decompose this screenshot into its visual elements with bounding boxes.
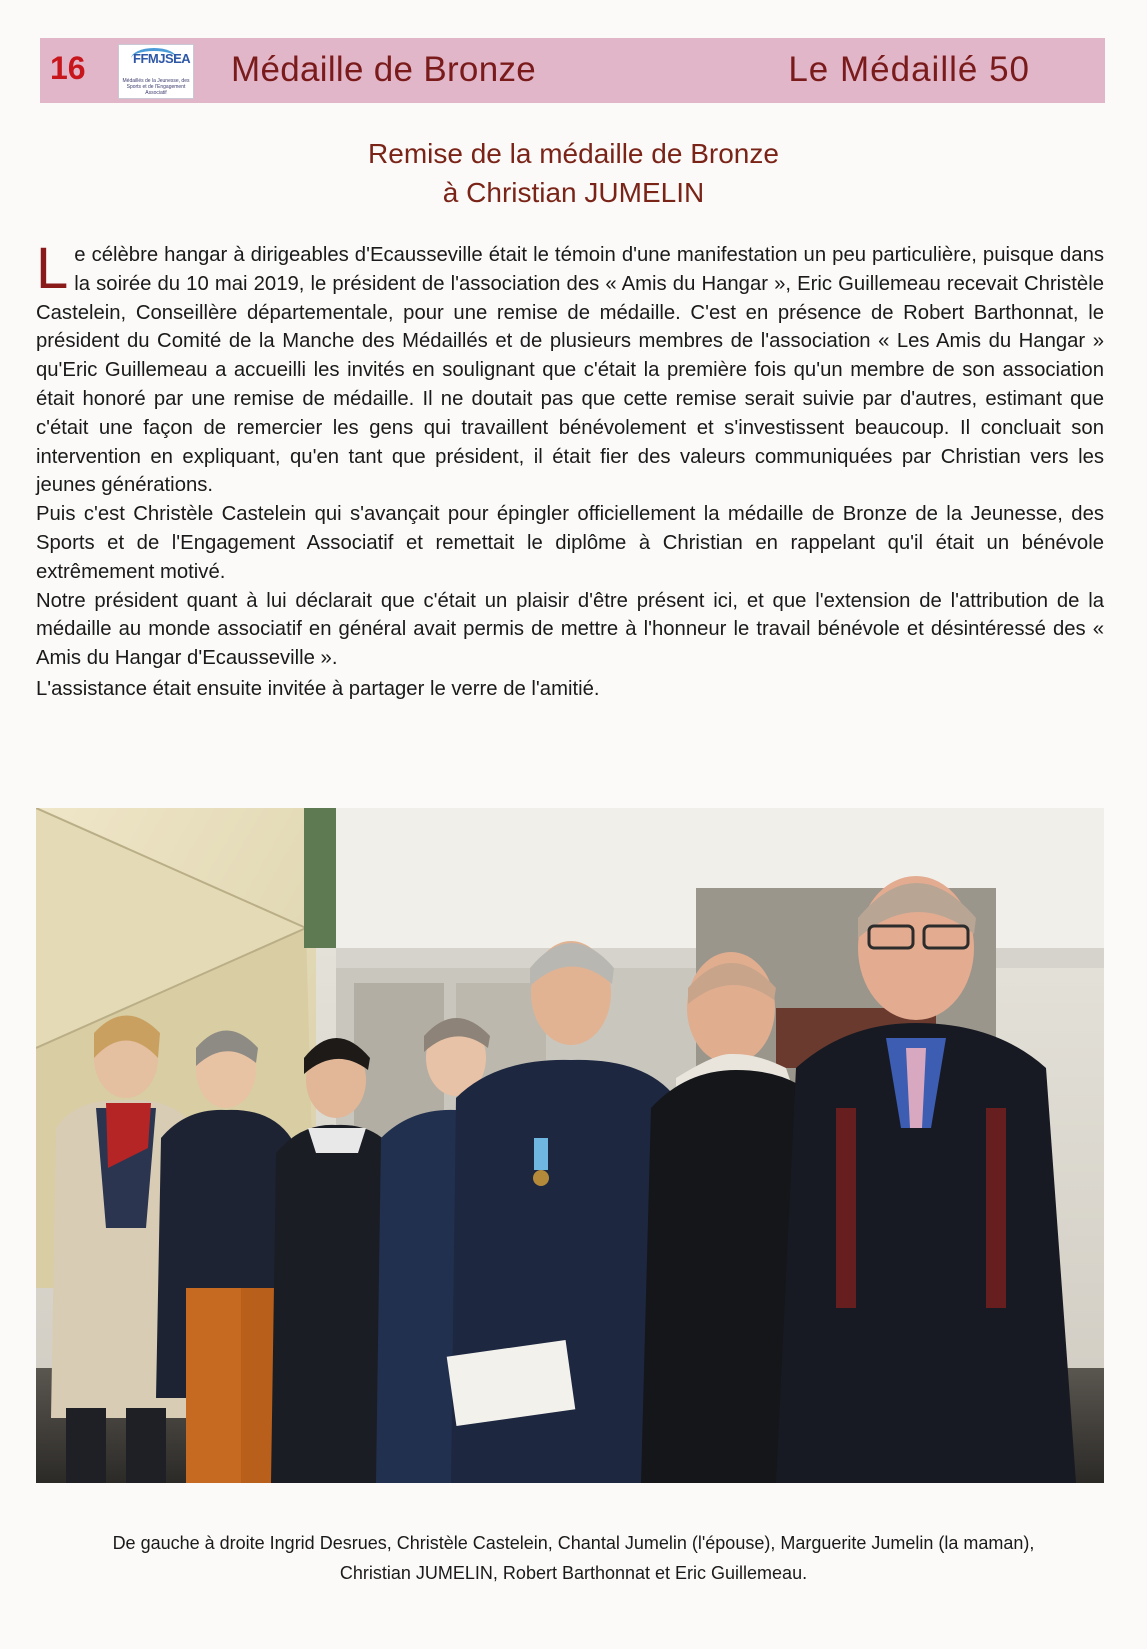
ffmjsea-logo [118, 44, 194, 99]
page-header [40, 38, 1105, 103]
article-title-line-1: Remise de la médaille de Bronze [368, 138, 779, 169]
paragraph-3: Notre président quant à lui déclarait que c'était un plaisir d'être présent ici, et que l'extension de l'attribution de la médaille au monde associatif en général avait permis de mettre à l'honneur le travail bénévole et désintéressé des « Amis du Hangar d'Ecausseville ». [36, 589, 1104, 670]
logo-mark: FFMJSEA [133, 51, 191, 66]
page-number: 16 [50, 50, 86, 86]
group-photo [36, 808, 1104, 1483]
group-photo-illustration [36, 808, 1104, 1483]
caption-line-2: Christian JUMELIN, Robert Barthonnat et Eric Guillemeau. [339, 1563, 808, 1583]
article-title-line-2: à Christian JUMELIN [442, 177, 705, 208]
photo-caption [20, 1528, 1127, 1588]
article-body [36, 236, 1104, 704]
paragraph-1-text: e célèbre hangar à dirigeables d'Ecausseville était le témoin d'une manifestation un peu particulière, puisque dans la soirée du 10 mai 2019, le président de l'association des « Amis du Hangar », Eric Guillemeau recevait Christèle Castelein, Conseillère départementale, pour une remise de médaille. C'est en présence de Robert Barthonnat, le président du Comité de la Manche des Médaillés et de plusieurs membres de l'association « Les Amis du Hangar » qu'Eric Guillemeau a accueilli les invités en soulignant que c'était la première fois qu'un membre de son association était honoré par une remise de médaille. Il ne doutait pas que cette remise serait suivie par d'autres, estimant que c'était une façon de remercier les gens qui travaillent bénévolement et s'investissent beaucoup. Il concluait son intervention en expliquant, qu'en tant que président, il était fier des valeurs communiquées par Christian vers les jeunes générations. [36, 244, 1104, 497]
logo-text: Médaillés de la Jeunesse, des Sports et de l'Engagement Associatif [122, 78, 190, 96]
drop-cap: L [36, 236, 69, 301]
article-title [0, 134, 1147, 212]
paragraph-2: Puis c'est Christèle Castelein qui s'avançait pour épingler officiellement la médaille de Bronze de la Jeunesse, des Sports et de l'Engagement Associatif et remettait le diplôme à Christian en rappelant qu'il était un bénévole extrêmement motivé. [36, 503, 1104, 583]
section-title: Médaille de Bronze [231, 50, 537, 89]
magazine-title: Le Médaillé 50 [788, 50, 1030, 89]
paragraph-1 [36, 236, 1104, 500]
caption-line-1: De gauche à droite Ingrid Desrues, Christèle Castelein, Chantal Jumelin (l'épouse), Marguerite Jumelin (la maman), [112, 1533, 1035, 1553]
paragraph-4: L'assistance était ensuite invitée à partager le verre de l'amitié. [36, 677, 600, 700]
